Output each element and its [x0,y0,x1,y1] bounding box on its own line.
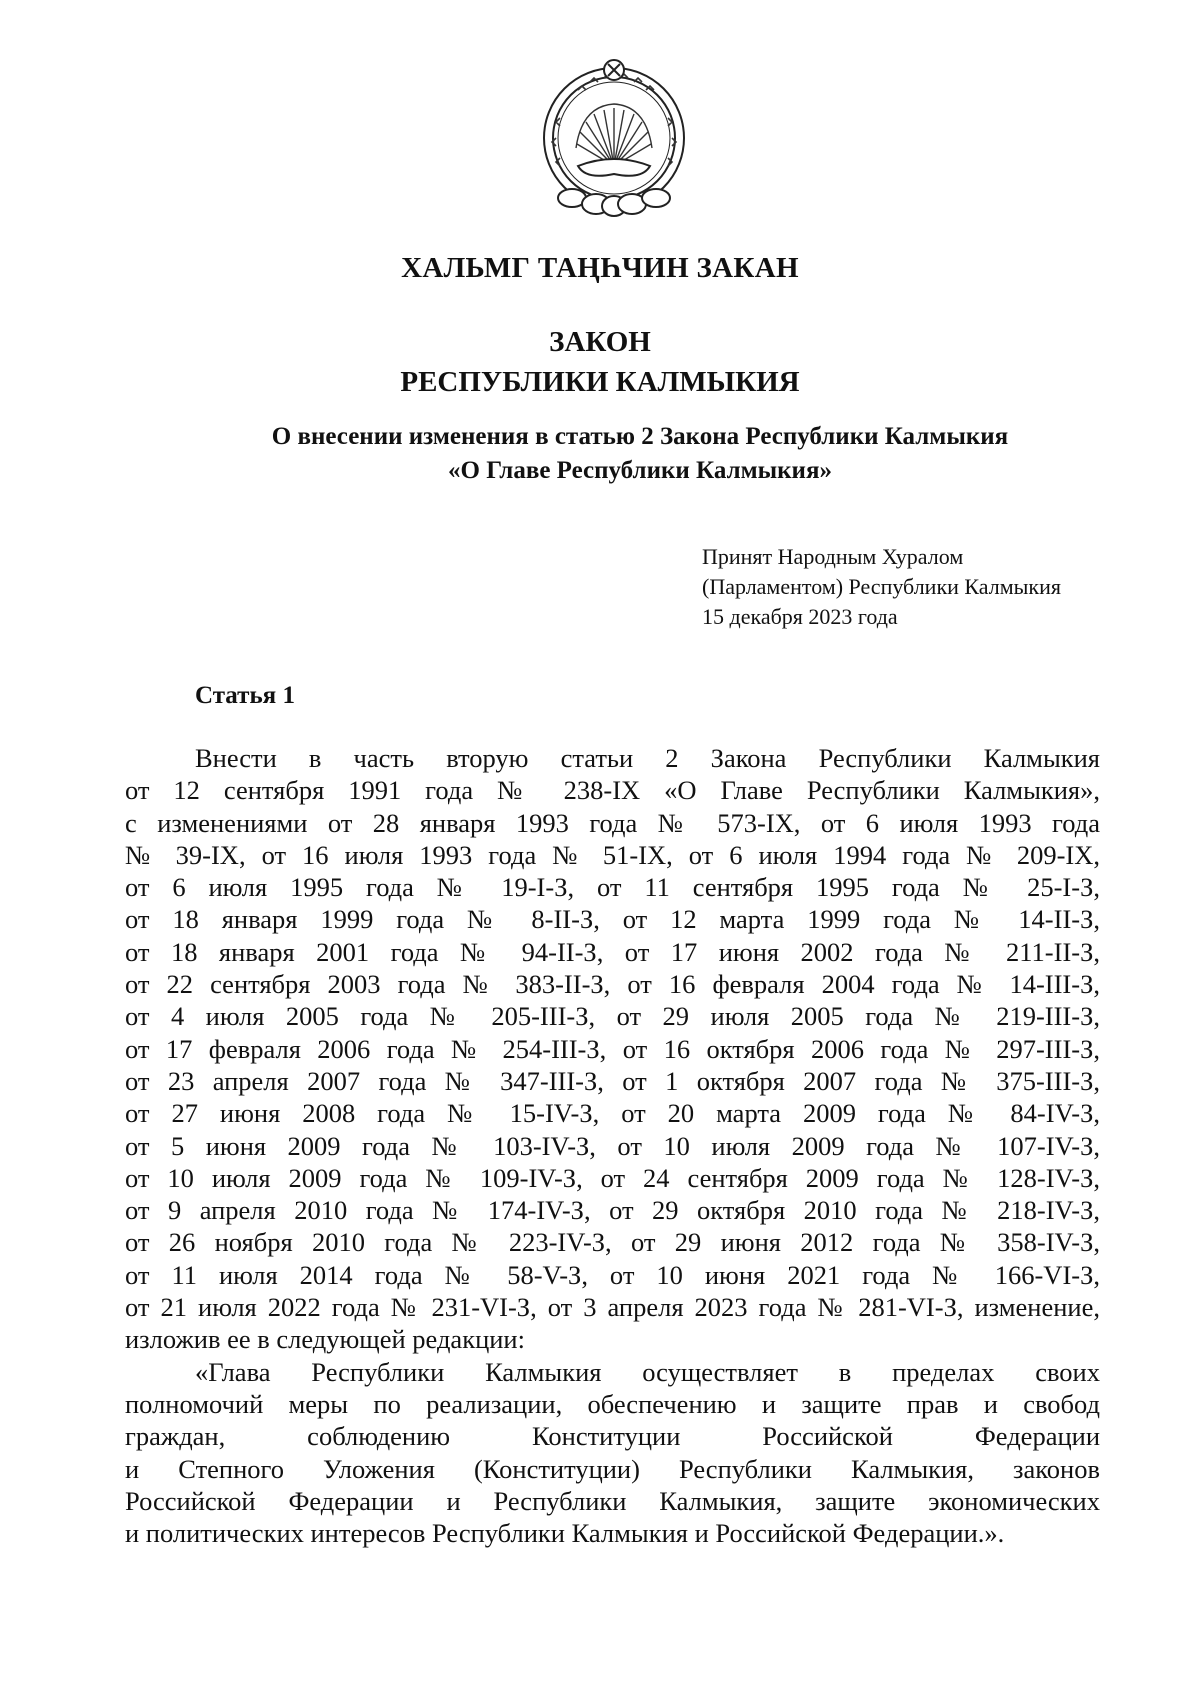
text-line: от 11 июля 2014 года № 58-V-З, от 10 июня 2021 года № 166-VI-З, [125,1259,1100,1290]
law-subject [190,420,1090,488]
text-line: от 6 июля 1995 года № 19-I-З, от 11 сентября 1995 года № 25-I-З, [125,872,1100,903]
law-title-line2: РЕСПУБЛИКИ КАЛМЫКИЯ [400,366,800,398]
text-line: Российской Федерации и Республики Калмыкия, защите экономических [125,1485,1100,1516]
text-line: с изменениями от 28 января 1993 года № 573-IX, от 6 июля 1993 года [125,807,1100,838]
text-line: «Глава Республики Калмыкия осуществляет в пределах своих [195,1356,1100,1387]
law-subject-line2: «О Главе Республики Калмыкия» [448,457,832,484]
text-line: от 4 июля 2005 года № 205-III-З, от 29 июля 2005 года № 219-III-З, [125,1001,1100,1032]
text-line: № 39-IX, от 16 июля 1993 года № 51-IX, от 6 июля 1994 года № 209-IX, [125,839,1100,870]
law-subject-line1: О внесении изменения в статью 2 Закона Республики Калмыкия [271,423,1009,450]
text-line: от 9 апреля 2010 года № 174-IV-З, от 29 октября 2010 года № 218-IV-З, [125,1195,1100,1226]
text-line: от 27 июня 2008 года № 15-IV-З, от 20 марта 2009 года № 84-IV-З, [125,1098,1100,1129]
article-body [125,742,1100,1549]
adoption-note-line1: Принят Народным Хуралом [702,544,964,569]
text-line: от 17 февраля 2006 года № 254-III-З, от 16 октября 2006 года № 297-III-З, [125,1033,1100,1064]
article-heading: Статья 1 [195,682,295,709]
text-line: изложив ее в следующей редакции: [125,1324,525,1355]
text-line: полномочий меры по реализации, обеспечению и защите прав и свобод [125,1388,1100,1419]
text-line: от 18 января 2001 года № 94-II-З, от 17 июня 2002 года № 211-II-З, [125,936,1100,967]
law-title-line1: ЗАКОН [549,326,651,358]
text-line: и Степного Уложения (Конституции) Республики Калмыкия, законов [125,1453,1100,1484]
adoption-note [702,542,1122,632]
kalmykia-coat-of-arms-icon [538,48,690,224]
text-line: от 18 января 1999 года № 8-II-З, от 12 марта 1999 года № 14-II-З, [125,904,1100,935]
text-line: от 21 июля 2022 года № 231-VI-З, от 3 апреля 2023 года № 281-VI-З, изменение, [125,1292,1100,1323]
text-line: от 12 сентября 1991 года № 238-IX «О Главе Республики Калмыкия», [125,775,1100,806]
text-line: Внести в часть вторую статьи 2 Закона Республики Калмыкия [195,743,1100,773]
text-line: от 26 ноября 2010 года № 223-IV-З, от 29 июня 2012 года № 358-IV-З, [125,1227,1100,1258]
text-line: от 5 июня 2009 года № 103-IV-З, от 10 июля 2009 года № 107-IV-З, [125,1130,1100,1161]
text-line: от 22 сентября 2003 года № 383-II-З, от 16 февраля 2004 года № 14-III-З, [125,969,1100,1000]
text-line: от 10 июля 2009 года № 109-IV-З, от 24 сентября 2009 года № 128-IV-З, [125,1162,1100,1193]
adoption-note-line3: 15 декабря 2023 года [702,604,898,629]
text-line: и политических интересов Республики Калмыкия и Российской Федерации.». [125,1518,1005,1549]
adoption-note-line2: (Парламентом) Республики Калмыкия [702,574,1062,599]
law-title [0,322,1200,402]
title-kalmyk: ХАЛЬМГ ТАҢҺЧИН ЗАКАН [401,252,799,284]
text-line: граждан, соблюдению Конституции Российской Федерации [125,1421,1100,1452]
text-line: от 23 апреля 2007 года № 347-III-З, от 1 октября 2007 года № 375-III-З, [125,1065,1100,1096]
